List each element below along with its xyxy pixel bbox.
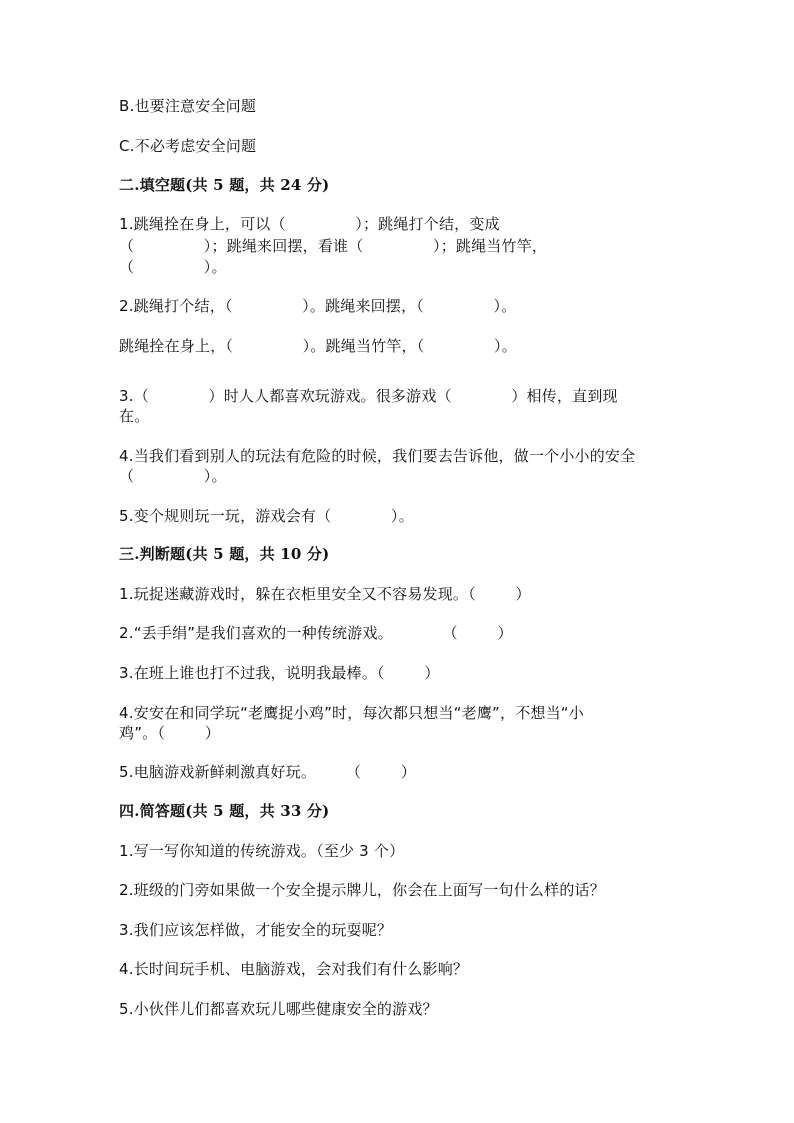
fill-q1-line1: 1.跳绳拴在身上，可以（ ）；跳绳打个结，变成 — [119, 215, 500, 233]
judge-q4-line1: 4.安安在和同学玩“老鹰捉小鸡”时，每次都只想当“老鹰”，不想当“小 — [119, 704, 584, 722]
judge-q5: 5.电脑游戏新鲜刺激真好玩。 （ ） — [119, 763, 417, 781]
fill-q2-line1: 2.跳绳打个结，（ ）。跳绳来回摆，（ ）。 — [119, 297, 517, 315]
judge-q1: 1.玩捉迷藏游戏时，躲在衣柜里安全又不容易发现。（ ） — [119, 585, 531, 603]
fill-q1-line3: （ ）。 — [119, 258, 227, 276]
judge-q4-line2: 鸡”。（ ） — [119, 724, 221, 742]
judge-q3: 3.在班上谁也打不过我，说明我最棒。（ ） — [119, 664, 440, 682]
fill-q4-line1: 4.当我们看到别人的玩法有危险的时候，我们要去告诉他，做一个小小的安全 — [119, 447, 636, 465]
fill-q4-line2: （ ）。 — [119, 467, 227, 485]
fill-q2-line2: 跳绳拴在身上，（ ）。跳绳当竹竿，（ ）。 — [119, 337, 517, 355]
short-q2: 2.班级的门旁如果做一个安全提示牌儿，你会在上面写一句什么样的话？ — [119, 881, 605, 899]
short-q1: 1.写一写你知道的传统游戏。（至少 3 个） — [119, 842, 405, 860]
section-3-heading: 三.判断题(共 5 题，共 10 分) — [119, 545, 330, 563]
section-2-heading: 二.填空题(共 5 题，共 24 分) — [119, 176, 330, 194]
short-q5: 5.小伙伴儿们都喜欢玩儿哪些健康安全的游戏？ — [119, 1000, 438, 1018]
short-q3: 3.我们应该怎样做，才能安全的玩耍呢？ — [119, 921, 393, 939]
section-4-heading: 四.简答题(共 5 题，共 33 分) — [119, 802, 330, 820]
judge-q2: 2.“丢手绢”是我们喜欢的一种传统游戏。 （ ） — [119, 624, 513, 642]
fill-q1-line2: （ ）；跳绳来回摆，看谁（ ）；跳绳当竹竿， — [119, 237, 548, 255]
option-b: B.也要注意安全问题 — [119, 97, 257, 115]
fill-q5: 5.变个规则玩一玩，游戏会有（ ）。 — [119, 507, 414, 525]
fill-q3-line2: 在。 — [119, 407, 150, 425]
short-q4: 4.长时间玩手机、电脑游戏，会对我们有什么影响？ — [119, 960, 469, 978]
fill-q3-line1: 3.（ ）时人人都喜欢玩游戏。很多游戏（ ）相传，直到现 — [119, 387, 618, 405]
option-c: C.不必考虑安全问题 — [119, 137, 257, 155]
